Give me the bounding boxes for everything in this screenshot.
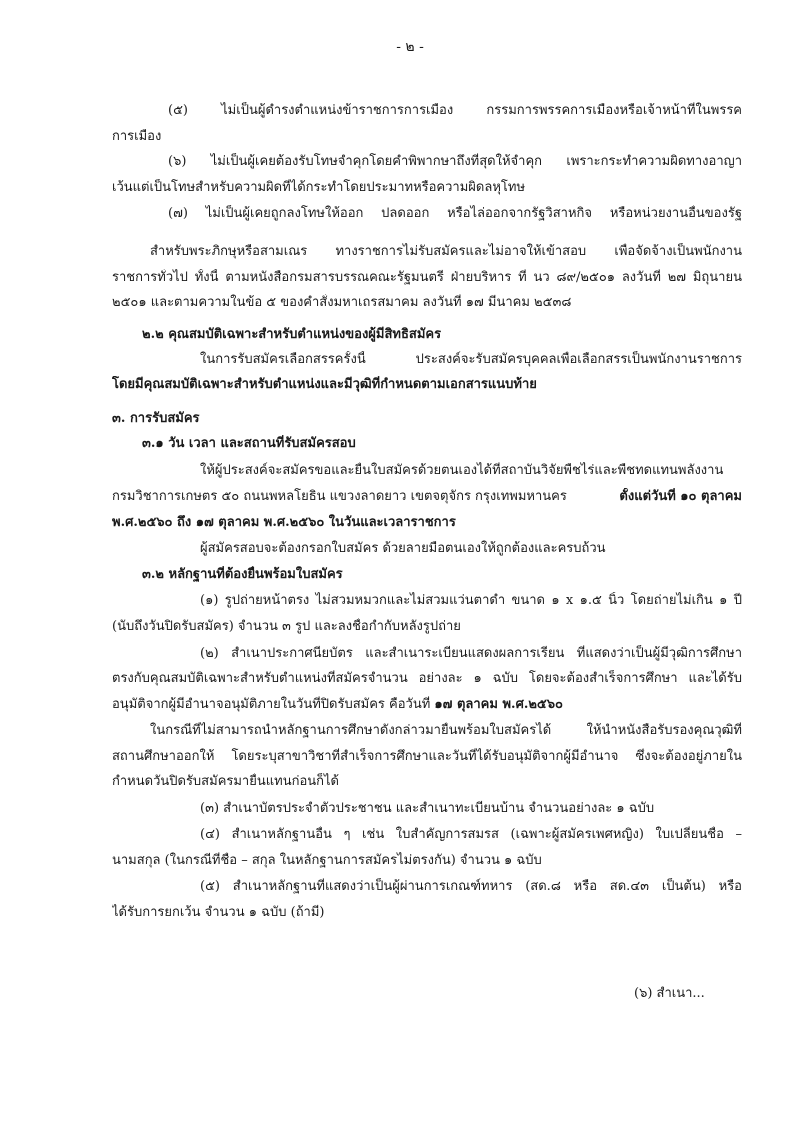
- monk-note-line-1: สำหรับพระภิกษุหรือสามเณร ทางราชการไม่รับสมัครและไม่อาจให้เข้าสอบ เพื่อจัดจ้างเป็นพนักงาน: [150, 244, 742, 259]
- clause-7-line-1: (๗) ไม่เป็นผู้เคยถูกลงโทษให้ออก ปลดออก หรือไล่ออกจากรัฐวิสาหกิจ หรือหน่วยงานอื่นของรัฐ: [168, 206, 742, 221]
- section-2-2-line-1: ในการรับสมัครเลือกสรรครั้งนี้ ประสงค์จะรับสมัครบุคคลเพื่อเลือกสรรเป็นพนักงานราชการ: [200, 352, 742, 367]
- item-2-line-1: (๒) สำเนาประกาศนียบัตร และสำเนาระเบียนแสดงผลการเรียน ที่แสดงว่าเป็นผู้มีวุฒิการศึกษา: [200, 646, 742, 661]
- clause-6-line-1: (๖) ไม่เป็นผู้เคยต้องรับโทษจำคุกโดยคำพิพากษาถึงที่สุดให้จำคุก เพราะกระทำความผิดทางอาญา: [168, 154, 742, 169]
- item-4-line-2: นามสกุล (ในกรณีที่ชื่อ – สกุล ในหลักฐานการสมัครไม่ตรงกัน) จำนวน ๑ ฉบับ: [112, 853, 542, 868]
- item-2-line-2: ตรงกับคุณสมบัติเฉพาะสำหรับตำแหน่งที่สมัครจำนวน อย่างละ ๑ ฉบับ โดยจะต้องสำเร็จการศึกษา และได้รับ: [112, 671, 742, 686]
- item-2-approval-text: อนุมัติจากผู้มีอำนาจอนุมัติภายในวันที่ปิดรับสมัคร คือวันที่: [112, 697, 435, 712]
- section-3-1-address: กรมวิชาการเกษตร ๕๐ ถนนพหลโยธิน แขวงลาดยาว เขตจตุจักร กรุงเทพมหานคร: [112, 489, 567, 504]
- section-3-1-date-start: ตั้งแต่วันที่ ๑๐ ตุลาคม: [619, 489, 742, 504]
- item-2-alt-line-1: ในกรณีที่ไม่สามารถนำหลักฐานการศึกษาดังกล่าวมายื่นพร้อมใบสมัครได้ ให้นำหนังสือรับรองคุณวุฒิที่: [150, 723, 742, 738]
- clause-5-line-2: การเมือง: [112, 129, 162, 144]
- section-3-1-heading: ๓.๑ วัน เวลา และสถานที่รับสมัครสอบ: [142, 436, 356, 451]
- item-2-alt-line-2: สถานศึกษาออกให้ โดยระบุสาขาวิชาที่สำเร็จการศึกษาและวันที่ได้รับอนุมัติจากผู้มีอำนาจ ซึ่งจะต้องอยู่ภายใน: [112, 749, 742, 764]
- section-2-2-heading: ๒.๒ คุณสมบัติเฉพาะสำหรับตำแหน่งของผู้มีสิทธิสมัคร: [142, 327, 442, 342]
- clause-6-line-2: เว้นแต่เป็นโทษสำหรับความผิดที่ได้กระทำโดยประมาทหรือความผิดลหุโทษ: [112, 180, 526, 195]
- clause-5-line-1: (๕) ไม่เป็นผู้ดำรงตำแหน่งข้าราชการการเมือง กรรมการพรรคการเมืองหรือเจ้าหน้าที่ในพรรค: [168, 103, 742, 118]
- item-2-approval-date: ๑๗ ตุลาคม พ.ศ.๒๕๖๐: [434, 697, 563, 712]
- item-5-line-1: (๕) สำเนาหลักฐานที่แสดงว่าเป็นผู้ผ่านการเกณฑ์ทหาร (สด.๘ หรือ สด.๔๓ เป็นต้น) หรือ: [200, 879, 742, 894]
- section-3-2-heading: ๓.๒ หลักฐานที่ต้องยื่นพร้อมใบสมัคร: [142, 567, 343, 582]
- item-2-line-3: [112, 696, 563, 714]
- continued-marker: (๖) สำเนา...: [634, 986, 705, 1001]
- section-3-1-handwriting-note: ผู้สมัครสอบจะต้องกรอกใบสมัคร ด้วยลายมือตนเองให้ถูกต้องและครบถ้วน: [200, 541, 606, 556]
- item-2-alt-line-3: กำหนดวันปิดรับสมัครมายื่นแทนก่อนก็ได้: [112, 774, 339, 789]
- section-3-heading: ๓. การรับสมัคร: [112, 411, 200, 426]
- item-3-line-1: (๓) สำเนาบัตรประจำตัวประชาชน และสำเนาทะเบียนบ้าน จำนวนอย่างละ ๑ ฉบับ: [200, 801, 655, 816]
- section-3-1-line-2: [112, 488, 742, 506]
- section-3-1-date-range: พ.ศ.๒๕๖๐ ถึง ๑๗ ตุลาคม พ.ศ.๒๕๖๐ ในวันและเวลาราชการ: [112, 515, 456, 530]
- monk-note-line-3: ๒๕๐๑ และตามความในข้อ ๕ ของคำสั่งมหาเถรสมาคม ลงวันที่ ๑๗ มีนาคม ๒๕๓๘: [112, 295, 572, 310]
- section-2-2-line-2: โดยมีคุณสมบัติเฉพาะสำหรับตำแหน่งและมีวุฒิที่กำหนดตามเอกสารแนบท้าย: [112, 377, 537, 392]
- item-5-line-2: ได้รับการยกเว้น จำนวน ๑ ฉบับ (ถ้ามี): [112, 905, 325, 920]
- section-3-1-line-1: ให้ผู้ประสงค์จะสมัครขอและยื่นใบสมัครด้วยตนเองได้ที่สถาบันวิจัยพืชไร่และพืชทดแทนพลังงาน: [200, 463, 724, 478]
- page-number: - ๒ -: [396, 39, 424, 55]
- item-1-line-2: (นับถึงวันปิดรับสมัคร) จำนวน ๓ รูป และลงชื่อกำกับหลังรูปถ่าย: [112, 619, 461, 634]
- monk-note-line-2: ราชการทั่วไป ทั้งนี้ ตามหนังสือกรมสารบรรณคณะรัฐมนตรี ฝ่ายบริหาร ที่ นว ๘๙/๒๕๐๑ ลงวันที่ ๒๗ มิถุนายน: [112, 270, 742, 285]
- item-4-line-1: (๔) สำเนาหลักฐานอื่น ๆ เช่น ใบสำคัญการสมรส (เฉพาะผู้สมัครเพศหญิง) ใบเปลี่ยนชื่อ –: [200, 827, 742, 842]
- item-1-line-1: (๑) รูปถ่ายหน้าตรง ไม่สวมหมวกและไม่สวมแว่นตาดำ ขนาด ๑ x ๑.๕ นิ้ว โดยถ่ายไม่เกิน ๑ ปี: [200, 593, 742, 608]
